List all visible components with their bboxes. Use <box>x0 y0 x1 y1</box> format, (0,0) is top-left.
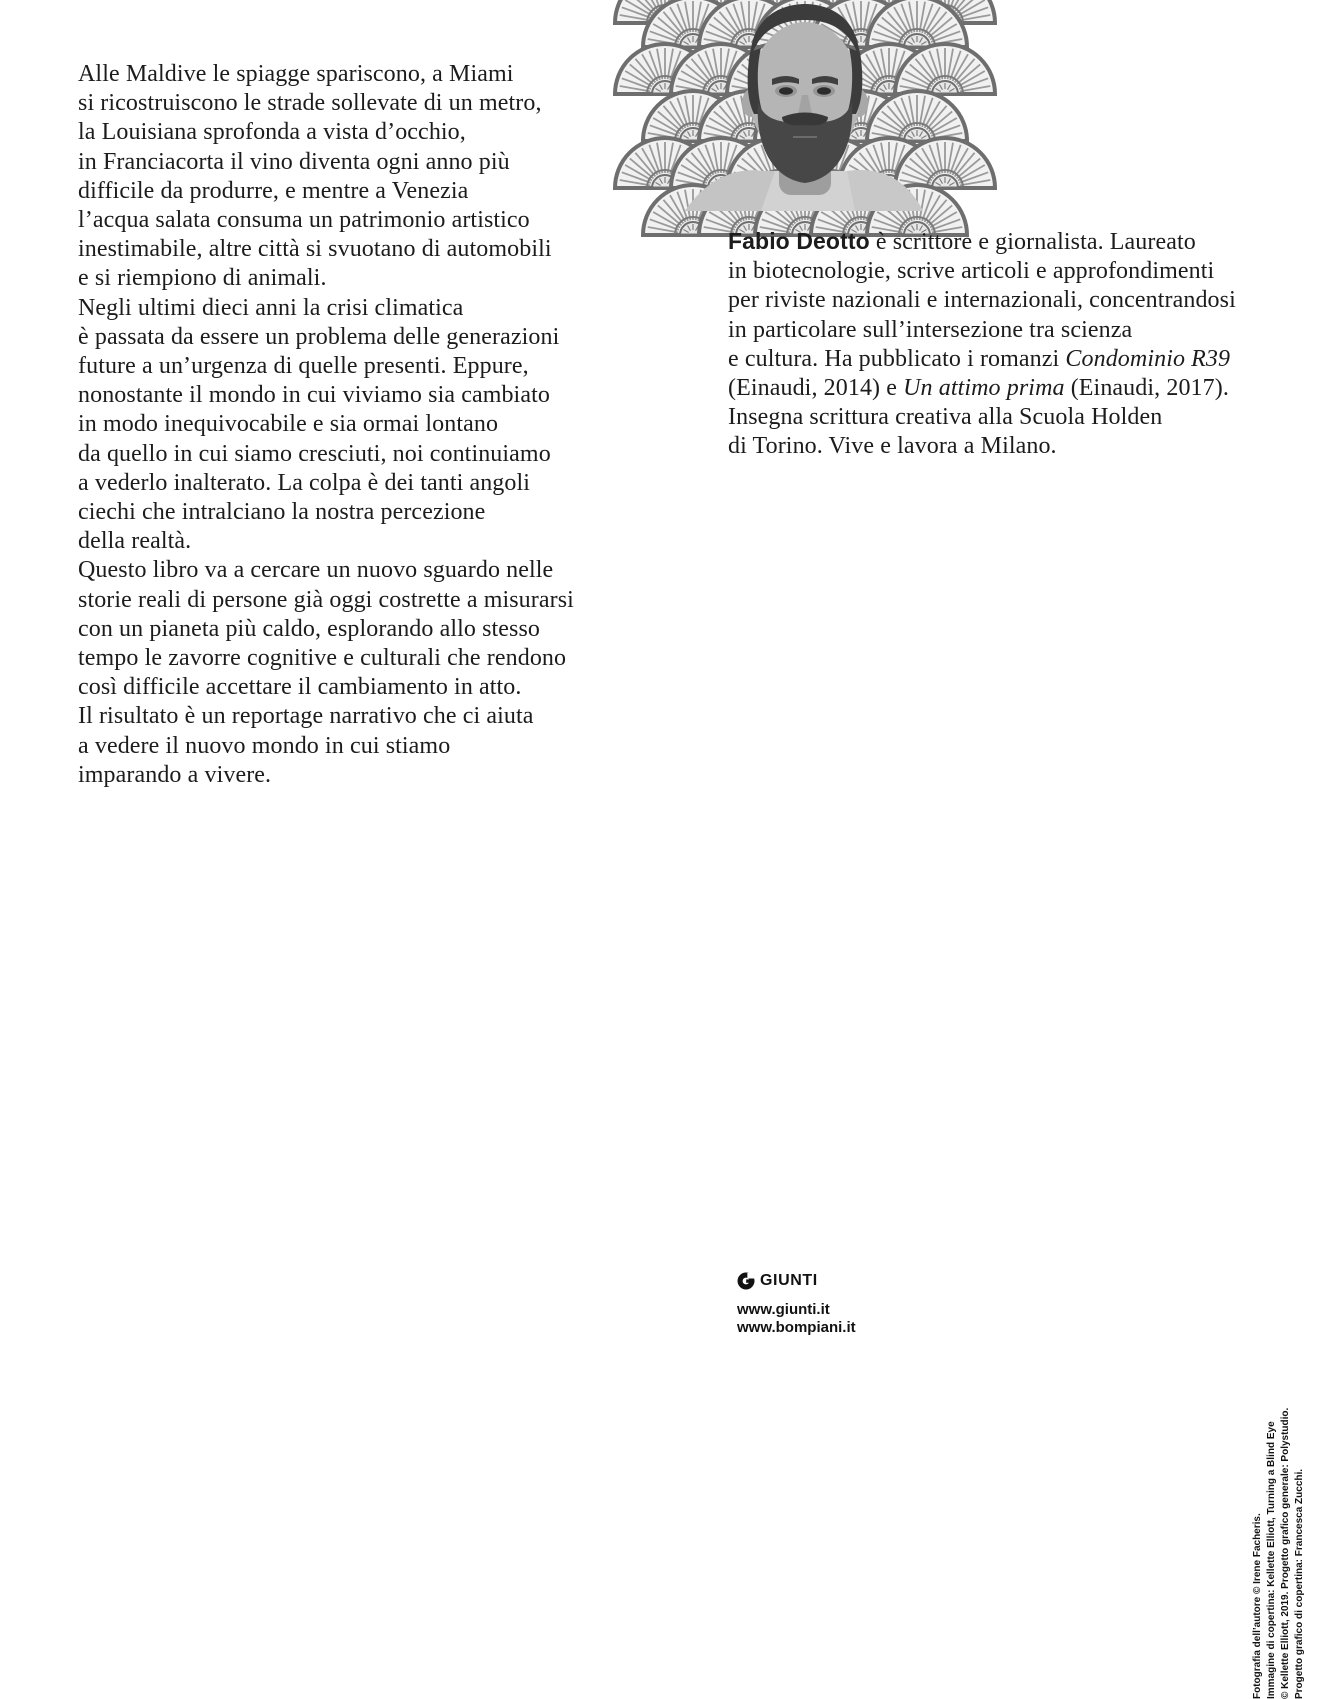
text-line: difficile da produrre, e mentre a Venezia <box>78 177 469 204</box>
text-line: in biotecnologie, scrive articoli e approfondimenti <box>728 258 1215 285</box>
text-line: a vederlo inalterato. La colpa è dei tanti angoli <box>78 469 531 496</box>
text-line: Insegna scrittura creativa alla Scuola Holden <box>728 404 1163 431</box>
text-line: nonostante il mondo in cui viviamo sia cambiato <box>78 382 550 409</box>
text-line: in Franciacorta il vino diventa ogni anno più <box>78 148 510 175</box>
text-line: Negli ultimi dieci anni la crisi climatica <box>78 294 464 321</box>
text-line: storie reali di persone già oggi costrette a misurarsi <box>78 586 574 613</box>
giunti-g-icon <box>737 1272 755 1290</box>
text-line: da quello in cui siamo cresciuti, noi continuiamo <box>78 440 551 467</box>
text-line: l’acqua salata consuma un patrimonio artistico <box>78 207 530 234</box>
text-line: (Einaudi, 2014) e Un attimo prima (Einaudi, 2017). <box>728 375 1229 402</box>
text-line: ciechi che intralciano la nostra percezione <box>78 499 486 526</box>
text-line: è passata da essere un problema delle generazioni <box>78 323 560 350</box>
text-line: e cultura. Ha pubblicato i romanzi Condominio R39 <box>728 345 1231 372</box>
publisher-block <box>737 1272 856 1336</box>
text-line: Alle Maldive le spiagge spariscono, a Miami <box>78 61 514 87</box>
author-bio <box>728 227 1318 462</box>
text-line: imparando a vivere. <box>78 761 272 788</box>
text-line: con un pianeta più caldo, esplorando allo stesso <box>78 615 541 642</box>
text-line: della realtà. <box>78 528 192 555</box>
synopsis-text <box>78 60 653 790</box>
text-line: in modo inequivocabile e sia ormai lontano <box>78 411 499 438</box>
website-bompiani: www.bompiani.it <box>737 1318 856 1336</box>
text-line: e si riempiono di animali. <box>78 265 327 292</box>
text-line: Questo libro va a cercare un nuovo sguardo nelle <box>78 557 554 584</box>
publisher-websites <box>737 1301 856 1336</box>
text-line: tempo le zavorre cognitive e culturali che rendono <box>78 645 567 672</box>
text-line: per riviste nazionali e internazionali, concentrandosi <box>728 287 1236 314</box>
text-line: così difficile accettare il cambiamento in atto. <box>78 674 522 701</box>
text-line: a vedere il nuovo mondo in cui stiamo <box>78 732 451 759</box>
text-line: Fotografia dell’autore © Irene Facheris. <box>1252 1513 1263 1699</box>
credits-vertical <box>1251 1347 1307 1699</box>
text-line: Progetto grafico di copertina: Francesca Zucchi. <box>1294 1468 1305 1699</box>
website-giunti: www.giunti.it <box>737 1301 830 1318</box>
text-line: in particolare sull’intersezione tra scienza <box>728 316 1133 343</box>
giunti-wordmark: GIUNTI <box>760 1272 818 1289</box>
giunti-logo <box>737 1272 856 1290</box>
text-line: la Louisiana sprofonda a vista d’occhio, <box>78 119 466 146</box>
text-line: inestimabile, altre città si svuotano di automobili <box>78 236 552 263</box>
fan-pattern-portrait <box>665 0 939 211</box>
author-photo <box>665 0 939 211</box>
text-line: di Torino. Vive e lavora a Milano. <box>728 433 1057 460</box>
text-line: Immagine di copertina: Kellette Elliott, Turning a Blind Eye <box>1266 1421 1277 1699</box>
text-line: Il risultato è un reportage narrativo che ci aiuta <box>78 703 534 730</box>
text-line: future a un’urgenza di quelle presenti. Eppure, <box>78 353 529 380</box>
text-line: Fabio Deotto è scrittore e giornalista. Laureato <box>728 228 1196 255</box>
text-line: si ricostruiscono le strade sollevate di un metro, <box>78 90 542 117</box>
text-line: © Kellette Elliott, 2019. Progetto grafico generale: Polystudio. <box>1280 1407 1291 1699</box>
